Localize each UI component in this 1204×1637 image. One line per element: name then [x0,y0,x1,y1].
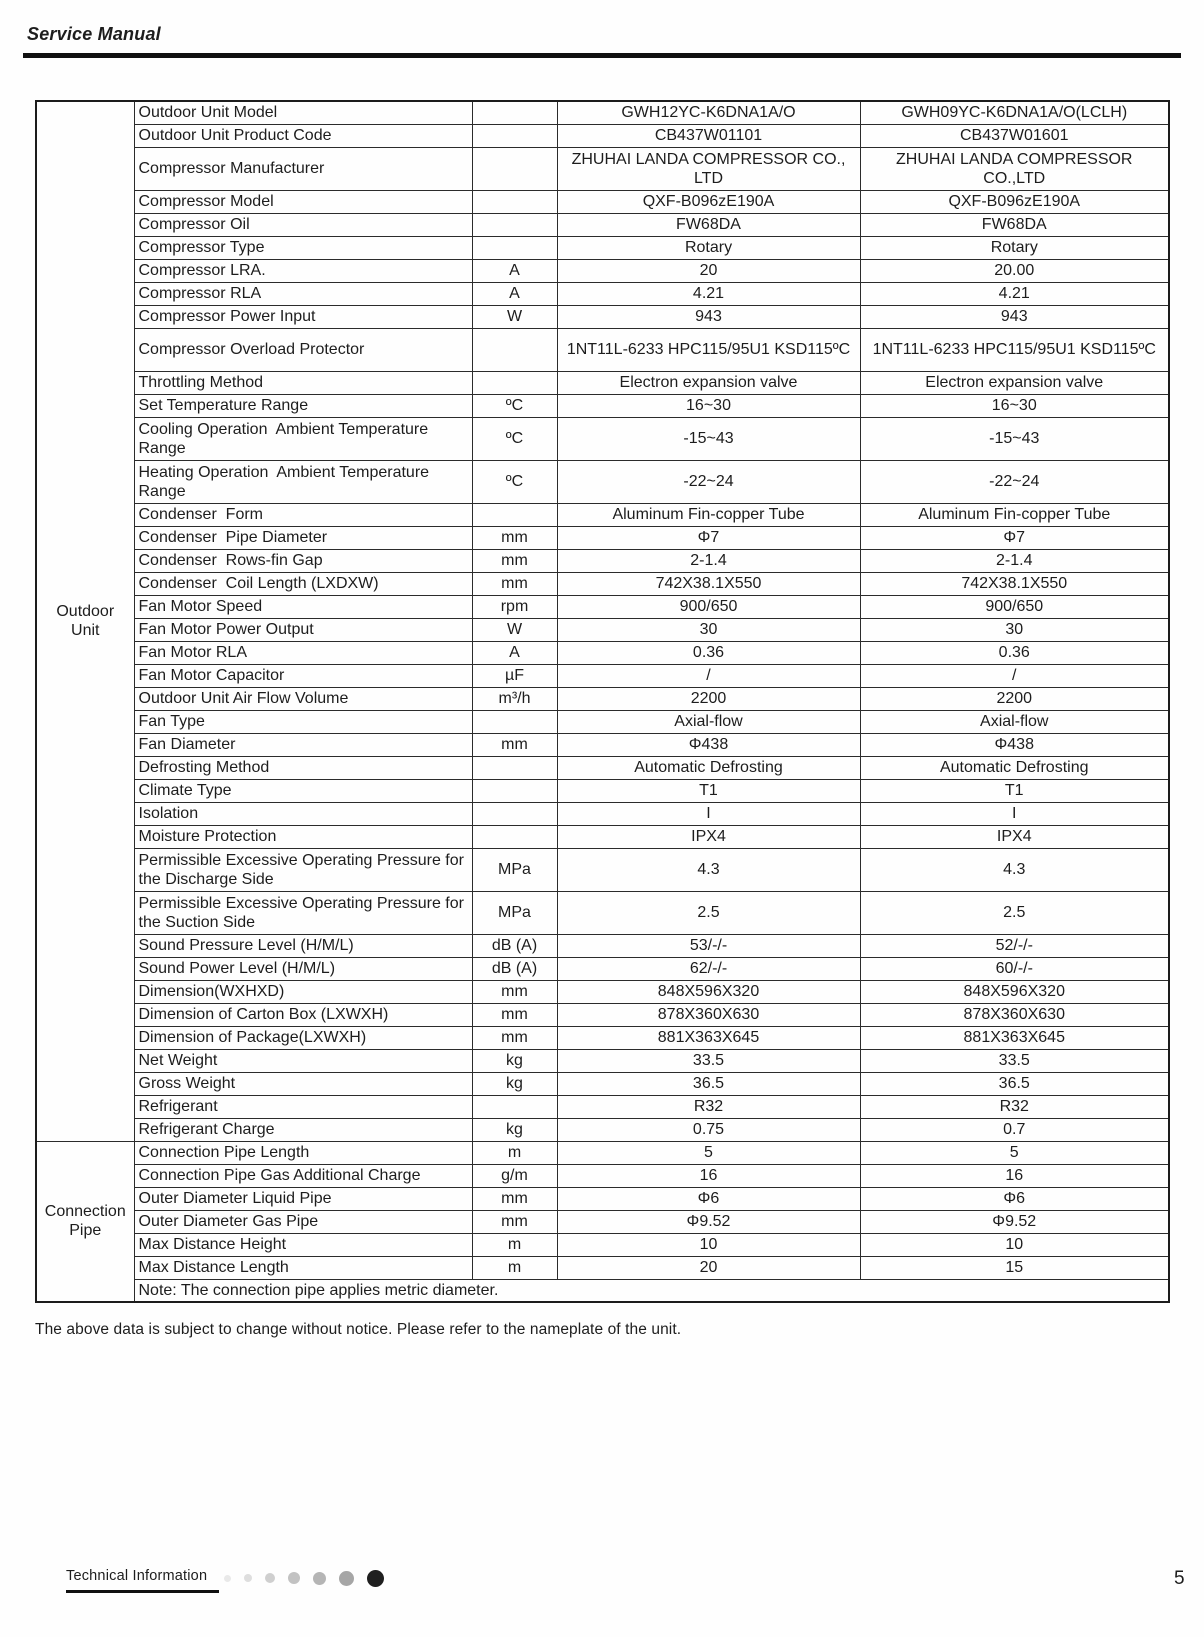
spec-value-model2: CB437W01601 [860,124,1169,147]
spec-label: Dimension of Carton Box (LXWXH) [134,1003,472,1026]
table-row [36,190,1169,213]
spec-unit [472,124,557,147]
progress-dot [288,1572,300,1584]
section-progress-dots [224,1566,384,1590]
table-row [36,618,1169,641]
spec-unit [472,328,557,371]
spec-unit: m [472,1141,557,1164]
spec-unit [472,147,557,190]
spec-value-model2: Aluminum Fin-copper Tube [860,503,1169,526]
spec-value-model2: FW68DA [860,213,1169,236]
spec-value-model1: 1NT11L-6233 HPC115/95U1 KSD115ºC [557,328,860,371]
spec-label: Dimension of Package(LXWXH) [134,1026,472,1049]
spec-value-model2: R32 [860,1095,1169,1118]
spec-value-model1: I [557,802,860,825]
table-row [36,802,1169,825]
spec-label: Compressor Model [134,190,472,213]
table-row [36,259,1169,282]
spec-value-model2: 4.3 [860,848,1169,891]
spec-label: Outdoor Unit Product Code [134,124,472,147]
spec-value-model2: Φ438 [860,733,1169,756]
spec-value-model1: IPX4 [557,825,860,848]
spec-unit: µF [472,664,557,687]
spec-label: Condenser Rows-fin Gap [134,549,472,572]
spec-label: Compressor Overload Protector [134,328,472,371]
spec-unit: mm [472,526,557,549]
spec-unit: kg [472,1049,557,1072]
spec-unit [472,802,557,825]
spec-value-model2: I [860,802,1169,825]
spec-label: Fan Diameter [134,733,472,756]
progress-dot [265,1573,275,1583]
section-title: Technical Information [66,1568,219,1593]
spec-label: Permissible Excessive Operating Pressure for the Suction Side [134,891,472,934]
spec-label: Max Distance Length [134,1256,472,1279]
spec-value-model2: 2200 [860,687,1169,710]
spec-unit: A [472,641,557,664]
table-row [36,957,1169,980]
spec-unit [472,710,557,733]
spec-label: Permissible Excessive Operating Pressure for the Discharge Side [134,848,472,891]
table-row [36,417,1169,460]
table-row [36,1256,1169,1279]
spec-value-model2: 881X363X645 [860,1026,1169,1049]
spec-value-model2: 0.36 [860,641,1169,664]
spec-value-model1: 5 [557,1141,860,1164]
table-row [36,595,1169,618]
table-row [36,1049,1169,1072]
spec-value-model1: CB437W01101 [557,124,860,147]
spec-label: Sound Power Level (H/M/L) [134,957,472,980]
spec-value-model1: 62/-/- [557,957,860,980]
spec-unit: W [472,305,557,328]
spec-label: Condenser Pipe Diameter [134,526,472,549]
spec-value-model1: -22~24 [557,460,860,503]
spec-value-model2: 15 [860,1256,1169,1279]
spec-value-model1: Aluminum Fin-copper Tube [557,503,860,526]
spec-value-model2: Φ6 [860,1187,1169,1210]
spec-label: Compressor Power Input [134,305,472,328]
header-rule [23,53,1181,58]
table-row [36,1141,1169,1164]
spec-value-model1: / [557,664,860,687]
table-row [36,848,1169,891]
spec-label: Fan Motor RLA [134,641,472,664]
table-row [36,980,1169,1003]
spec-unit: ºC [472,394,557,417]
spec-unit: mm [472,549,557,572]
table-row [36,549,1169,572]
spec-value-model1: Φ9.52 [557,1210,860,1233]
spec-unit [472,213,557,236]
table-row [36,779,1169,802]
spec-value-model1: 848X596X320 [557,980,860,1003]
spec-value-model1: 900/650 [557,595,860,618]
table-row [36,572,1169,595]
spec-value-model1: 36.5 [557,1072,860,1095]
spec-value-model2: 30 [860,618,1169,641]
spec-label: Compressor Oil [134,213,472,236]
table-row [36,1095,1169,1118]
spec-label: Fan Type [134,710,472,733]
spec-value-model2: Φ7 [860,526,1169,549]
spec-value-model1: 2-1.4 [557,549,860,572]
spec-unit: mm [472,1003,557,1026]
table-row [36,1118,1169,1141]
spec-value-model1: 4.21 [557,282,860,305]
spec-unit: dB (A) [472,957,557,980]
spec-value-model2: 52/-/- [860,934,1169,957]
spec-value-model2: 2-1.4 [860,549,1169,572]
spec-value-model2: 10 [860,1233,1169,1256]
spec-unit: rpm [472,595,557,618]
spec-value-model2: 16 [860,1164,1169,1187]
spec-value-model2: 16~30 [860,394,1169,417]
spec-unit: g/m [472,1164,557,1187]
spec-label: Net Weight [134,1049,472,1072]
spec-label: Throttling Method [134,371,472,394]
spec-value-model1: 53/-/- [557,934,860,957]
spec-unit [472,236,557,259]
spec-label: Outdoor Unit Air Flow Volume [134,687,472,710]
table-note: Note: The connection pipe applies metric diameter. [134,1279,1169,1302]
specifications-table [35,100,1170,1303]
spec-value-model1: Rotary [557,236,860,259]
spec-label: Refrigerant [134,1095,472,1118]
table-row [36,394,1169,417]
spec-label: Compressor RLA [134,282,472,305]
spec-label: Outdoor Unit Model [134,101,472,124]
spec-value-model1: Electron expansion valve [557,371,860,394]
spec-value-model1: 0.36 [557,641,860,664]
table-row [36,1164,1169,1187]
table-row [36,147,1169,190]
spec-label: Moisture Protection [134,825,472,848]
table-row [36,756,1169,779]
spec-value-model1: QXF-B096zE190A [557,190,860,213]
spec-unit: mm [472,980,557,1003]
spec-unit: kg [472,1118,557,1141]
progress-dot [339,1571,354,1586]
spec-label: Gross Weight [134,1072,472,1095]
progress-dot [244,1574,252,1582]
spec-label: Compressor Type [134,236,472,259]
group-label: Connection Pipe [36,1141,134,1302]
spec-unit [472,1095,557,1118]
spec-value-model1: R32 [557,1095,860,1118]
spec-unit: m³/h [472,687,557,710]
spec-unit [472,503,557,526]
spec-value-model1: 10 [557,1233,860,1256]
spec-value-model1: 30 [557,618,860,641]
spec-label: Outer Diameter Gas Pipe [134,1210,472,1233]
spec-value-model1: 2200 [557,687,860,710]
spec-value-model1: 878X360X630 [557,1003,860,1026]
spec-value-model2: 0.7 [860,1118,1169,1141]
spec-value-model1: 16 [557,1164,860,1187]
table-row [36,1072,1169,1095]
table-row [36,526,1169,549]
group-label: Outdoor Unit [36,101,134,1141]
spec-unit: mm [472,1210,557,1233]
spec-unit: ºC [472,460,557,503]
spec-value-model2: Axial-flow [860,710,1169,733]
spec-label: Climate Type [134,779,472,802]
spec-value-model2: GWH09YC-K6DNA1A/O(LCLH) [860,101,1169,124]
spec-label: Dimension(WXHXD) [134,980,472,1003]
spec-unit: A [472,282,557,305]
spec-unit [472,190,557,213]
spec-unit: MPa [472,891,557,934]
spec-value-model1: 4.3 [557,848,860,891]
spec-value-model2: / [860,664,1169,687]
table-row [36,124,1169,147]
spec-label: Heating Operation Ambient Temperature Range [134,460,472,503]
table-row [36,503,1169,526]
spec-value-model1: Φ7 [557,526,860,549]
table-row [36,305,1169,328]
table-row [36,101,1169,124]
spec-value-model1: T1 [557,779,860,802]
spec-unit: m [472,1233,557,1256]
spec-unit: m [472,1256,557,1279]
spec-unit: ºC [472,417,557,460]
spec-value-model2: 742X38.1X550 [860,572,1169,595]
spec-value-model1: Axial-flow [557,710,860,733]
spec-value-model1: ZHUHAI LANDA COMPRESSOR CO., LTD [557,147,860,190]
table-row [36,328,1169,371]
spec-value-model1: 2.5 [557,891,860,934]
spec-value-model2: QXF-B096zE190A [860,190,1169,213]
spec-value-model2: 33.5 [860,1049,1169,1072]
table-row [36,213,1169,236]
table-row [36,1187,1169,1210]
spec-unit [472,779,557,802]
spec-label: Outer Diameter Liquid Pipe [134,1187,472,1210]
spec-label: Cooling Operation Ambient Temperature Range [134,417,472,460]
table-row [36,1026,1169,1049]
spec-unit: mm [472,1026,557,1049]
spec-value-model2: 60/-/- [860,957,1169,980]
spec-value-model2: Automatic Defrosting [860,756,1169,779]
table-row [36,687,1169,710]
spec-label: Compressor LRA. [134,259,472,282]
table-row [36,236,1169,259]
spec-value-model1: 20 [557,259,860,282]
spec-value-model2: 900/650 [860,595,1169,618]
table-row [36,460,1169,503]
spec-value-model2: 2.5 [860,891,1169,934]
table-row [36,1003,1169,1026]
progress-dot [367,1570,384,1587]
spec-label: Max Distance Height [134,1233,472,1256]
spec-unit [472,825,557,848]
table-row [36,934,1169,957]
table-row [36,825,1169,848]
spec-value-model2: ZHUHAI LANDA COMPRESSOR CO.,LTD [860,147,1169,190]
spec-value-model1: -15~43 [557,417,860,460]
spec-label: Set Temperature Range [134,394,472,417]
table-row [36,641,1169,664]
spec-value-model2: 20.00 [860,259,1169,282]
spec-label: Connection Pipe Length [134,1141,472,1164]
spec-value-model1: 742X38.1X550 [557,572,860,595]
spec-label: Defrosting Method [134,756,472,779]
spec-table-body [36,101,1169,1302]
spec-label: Connection Pipe Gas Additional Charge [134,1164,472,1187]
spec-label: Compressor Manufacturer [134,147,472,190]
spec-label: Condenser Form [134,503,472,526]
spec-unit [472,756,557,779]
spec-unit [472,371,557,394]
page-number: 5 [1174,1568,1185,1589]
spec-label: Condenser Coil Length (LXDXW) [134,572,472,595]
spec-value-model1: Φ438 [557,733,860,756]
spec-value-model2: 1NT11L-6233 HPC115/95U1 KSD115ºC [860,328,1169,371]
spec-unit: dB (A) [472,934,557,957]
table-row [36,891,1169,934]
spec-value-model1: Φ6 [557,1187,860,1210]
progress-dot [224,1575,231,1582]
spec-unit: MPa [472,848,557,891]
table-row [36,1233,1169,1256]
spec-label: Sound Pressure Level (H/M/L) [134,934,472,957]
progress-dot [313,1572,326,1585]
spec-unit: kg [472,1072,557,1095]
spec-value-model2: Φ9.52 [860,1210,1169,1233]
spec-value-model2: -22~24 [860,460,1169,503]
spec-value-model2: IPX4 [860,825,1169,848]
spec-value-model1: 0.75 [557,1118,860,1141]
table-row [36,664,1169,687]
table-row [36,371,1169,394]
table-note-row [36,1279,1169,1302]
table-row [36,282,1169,305]
spec-value-model2: T1 [860,779,1169,802]
spec-value-model2: 848X596X320 [860,980,1169,1003]
spec-unit: mm [472,1187,557,1210]
spec-unit: A [472,259,557,282]
spec-value-model1: 20 [557,1256,860,1279]
spec-value-model2: 878X360X630 [860,1003,1169,1026]
spec-unit: mm [472,733,557,756]
spec-label: Fan Motor Capacitor [134,664,472,687]
spec-value-model1: FW68DA [557,213,860,236]
spec-value-model2: Electron expansion valve [860,371,1169,394]
spec-unit [472,101,557,124]
spec-unit: W [472,618,557,641]
spec-label: Fan Motor Power Output [134,618,472,641]
spec-value-model1: GWH12YC-K6DNA1A/O [557,101,860,124]
table-row [36,733,1169,756]
spec-value-model2: 5 [860,1141,1169,1164]
spec-value-model2: 36.5 [860,1072,1169,1095]
table-row [36,710,1169,733]
spec-value-model2: Rotary [860,236,1169,259]
spec-value-model1: Automatic Defrosting [557,756,860,779]
page-title: Service Manual [27,24,161,44]
spec-value-model1: 16~30 [557,394,860,417]
spec-unit: mm [472,572,557,595]
spec-value-model2: 4.21 [860,282,1169,305]
spec-label: Refrigerant Charge [134,1118,472,1141]
spec-label: Fan Motor Speed [134,595,472,618]
spec-value-model1: 33.5 [557,1049,860,1072]
spec-value-model1: 881X363X645 [557,1026,860,1049]
spec-value-model2: 943 [860,305,1169,328]
table-row [36,1210,1169,1233]
spec-label: Isolation [134,802,472,825]
disclaimer-text: The above data is subject to change without notice. Please refer to the nameplate of the unit. [35,1321,682,1338]
spec-value-model1: 943 [557,305,860,328]
spec-value-model2: -15~43 [860,417,1169,460]
